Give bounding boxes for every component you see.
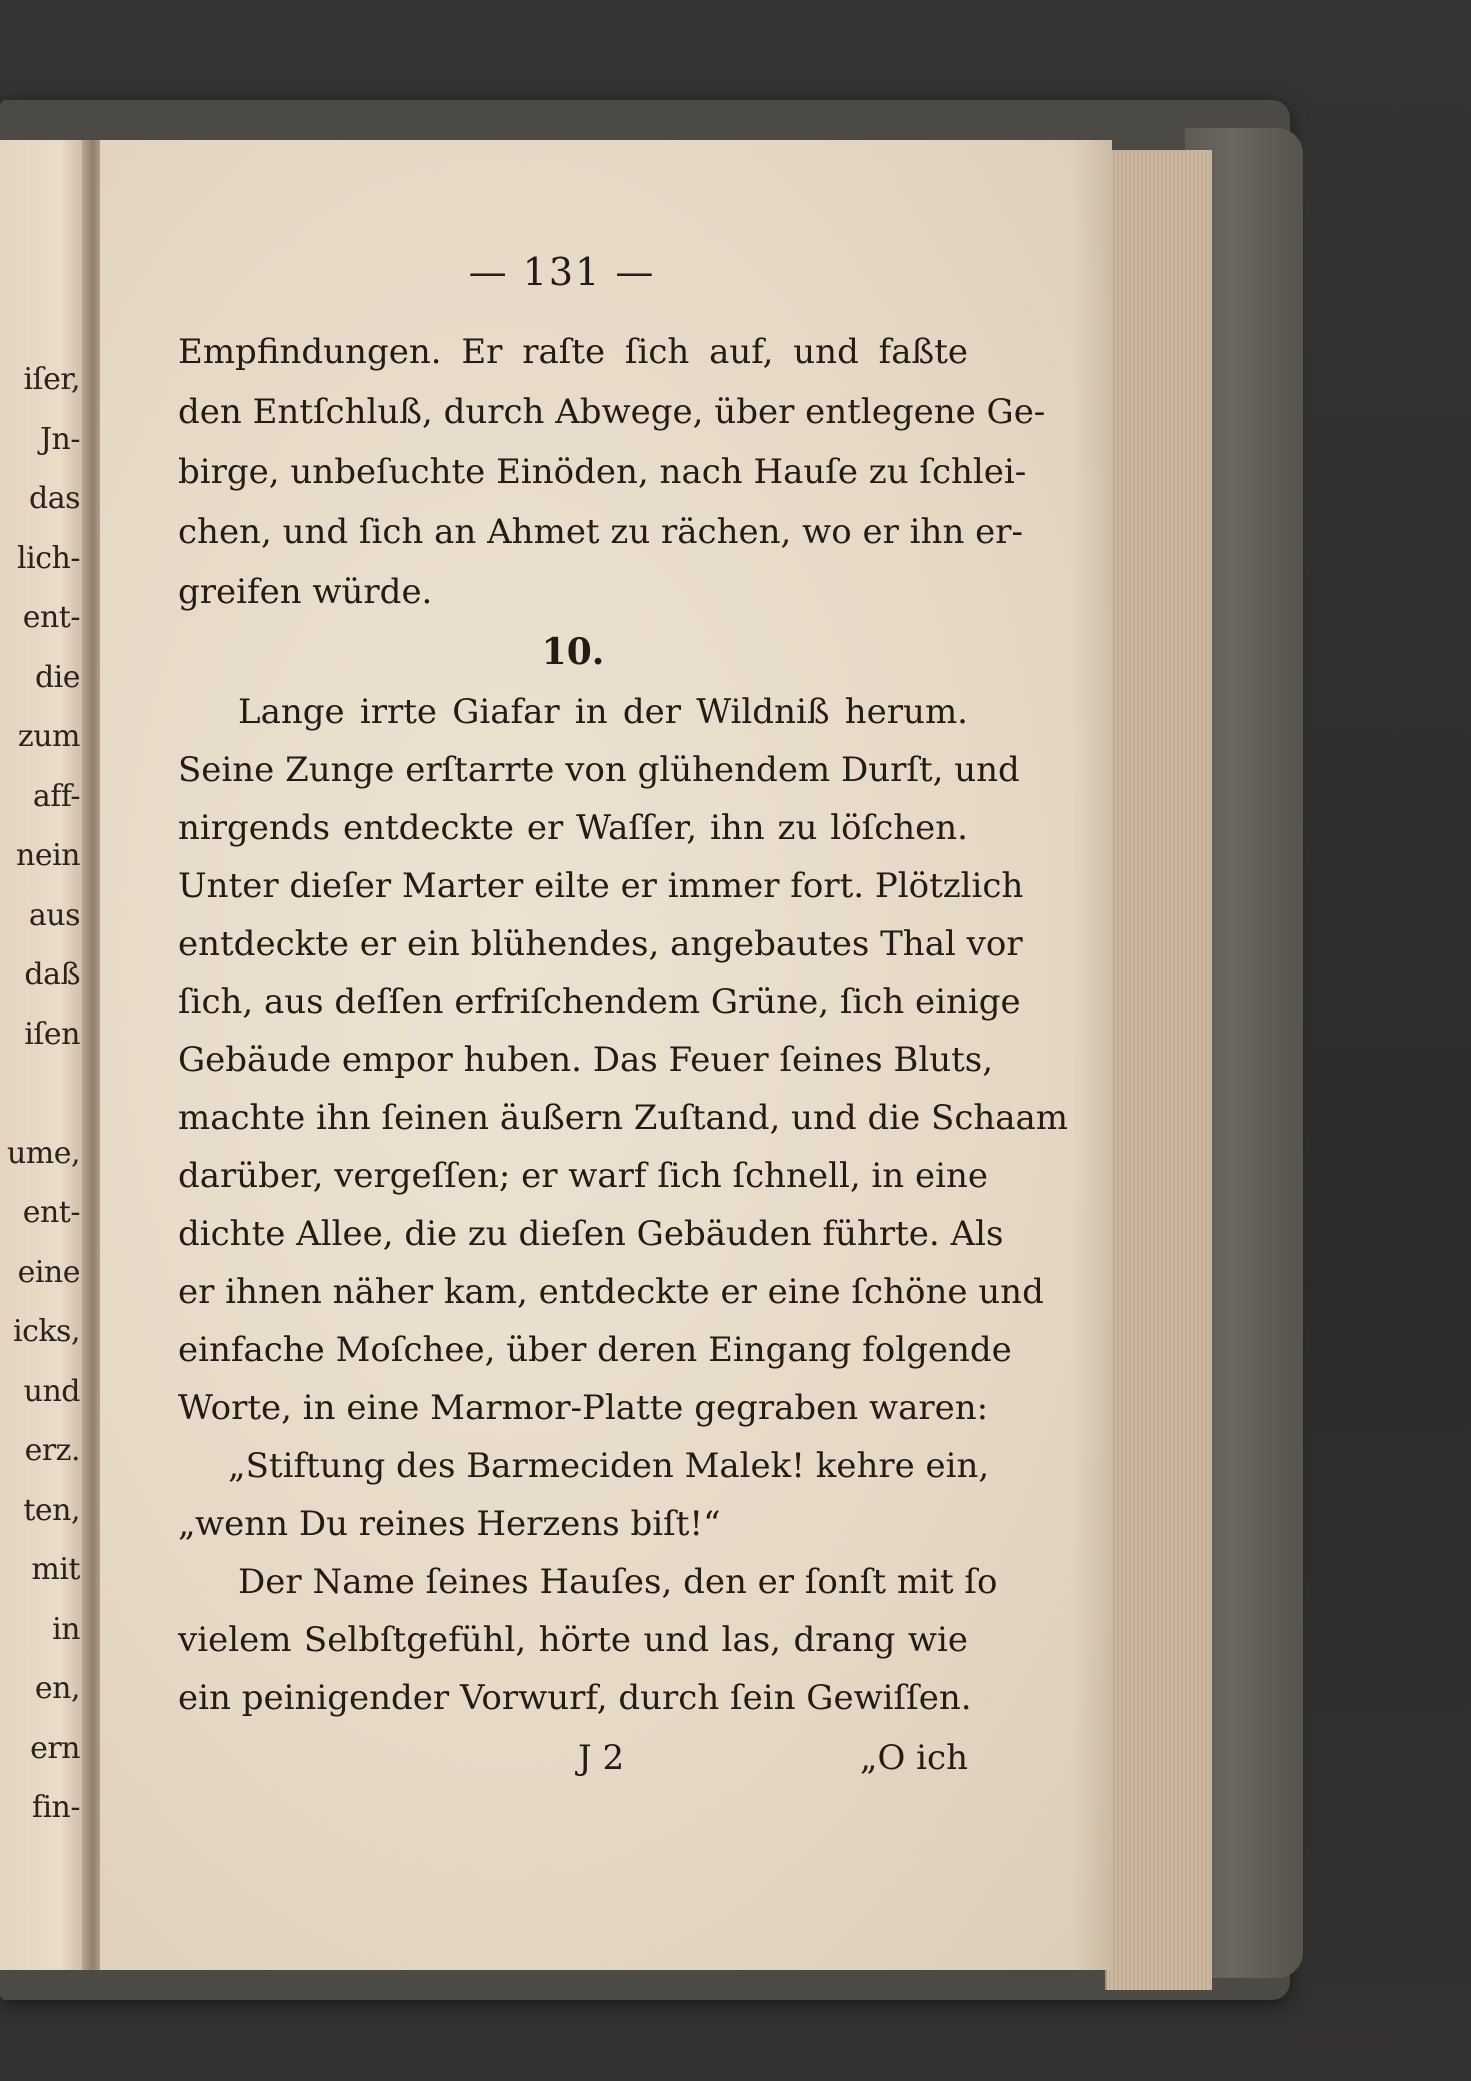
left-line <box>7 1064 80 1124</box>
left-line: zum <box>17 719 80 754</box>
left-line: ent- <box>22 1195 80 1230</box>
left-line: in <box>52 1611 80 1647</box>
signature-mark: J 2 <box>578 1738 625 1778</box>
text-line: Unter dieſer Marter eilte er immer fort. Plötzlich <box>178 866 1024 906</box>
left-line: mit <box>31 1552 80 1587</box>
left-line: iſer, <box>23 362 80 397</box>
left-line: die <box>34 659 80 695</box>
text-line: er ihnen näher kam, entdeckte er eine ſchöne und <box>178 1272 1044 1312</box>
text-line: dichte Allee, die zu dieſen Gebäuden führte. Als <box>178 1214 1004 1254</box>
text-line: den Entſchluß, durch Abwege, über entlegene Ge- <box>178 392 1046 432</box>
left-line: ume, <box>6 1135 80 1171</box>
left-line: ent- <box>22 600 80 635</box>
left-line: aus <box>28 897 80 933</box>
left-page-lines <box>7 350 80 1838</box>
left-line: ten, <box>23 1492 80 1528</box>
text-line: entdeckte er ein blühendes, angebautes Thal vor <box>178 924 1023 964</box>
text-line: Worte, in eine Marmor-Platte gegraben waren: <box>178 1388 989 1428</box>
left-line: lich- <box>17 540 80 576</box>
left-line: das <box>29 481 80 516</box>
left-page <box>0 140 86 1970</box>
text-line: Lange irrte Giafar in der Wildniß herum. <box>238 692 968 732</box>
left-line: Jn- <box>40 421 80 457</box>
page-fore-edge <box>1105 150 1212 1990</box>
text-line: chen, und ſich an Ahmet zu rächen, wo er ihn er- <box>178 512 1024 552</box>
text-line: „wenn Du reines Herzens biſt!“ <box>178 1504 721 1544</box>
left-line: eine <box>17 1254 80 1290</box>
left-line: nein <box>16 838 80 873</box>
text-line: Der Name ſeines Hauſes, den er ſonſt mit ſo <box>238 1562 998 1602</box>
text-line: ein peinigender Vorwurf, durch ſein Gewiſſen. <box>178 1678 972 1718</box>
text-line: birge, unbeſuchte Einöden, nach Hauſe zu ſchlei- <box>178 452 1027 492</box>
left-line: ern <box>30 1730 80 1766</box>
text-line: ſich, aus deſſen erfriſchendem Grüne, ſich einige <box>178 982 1021 1022</box>
text-line: greifen würde. <box>178 572 433 612</box>
text-line: einfache Moſchee, über deren Eingang folgende <box>178 1330 1012 1370</box>
text-line: vielem Selbſtgefühl, hörte und las, drang wie <box>178 1620 968 1660</box>
text-line: Seine Zunge erſtarrte von glühendem Durſt, und <box>178 750 1020 790</box>
left-line: daß <box>24 957 80 992</box>
left-line: fin- <box>31 1790 80 1825</box>
text-line: darüber, vergeſſen; er warf ſich ſchnell, in eine <box>178 1156 989 1196</box>
left-line: und <box>23 1373 80 1409</box>
left-line: erz. <box>24 1433 80 1468</box>
left-line: iſen <box>24 1016 80 1052</box>
page-number: — 131 — <box>468 250 656 294</box>
catchword: „O ich <box>859 1738 968 1778</box>
text-line: nirgends entdeckte er Waſſer, ihn zu löſchen. <box>178 808 968 848</box>
text-line: Gebäude empor huben. Das Feuer ſeines Bluts, <box>178 1040 994 1080</box>
text-line: Empfindungen. Er raſte ſich auf, und faßte <box>178 332 968 372</box>
left-line: en, <box>34 1671 80 1706</box>
text-line: „Stiftung des Barmeciden Malek! kehre ein, <box>228 1446 990 1486</box>
left-line: icks, <box>12 1314 80 1349</box>
left-line: aff- <box>32 778 80 814</box>
text-line: machte ihn ſeinen äußern Zuſtand, und die Schaam <box>178 1098 1069 1138</box>
section-heading: 10. <box>541 631 605 673</box>
